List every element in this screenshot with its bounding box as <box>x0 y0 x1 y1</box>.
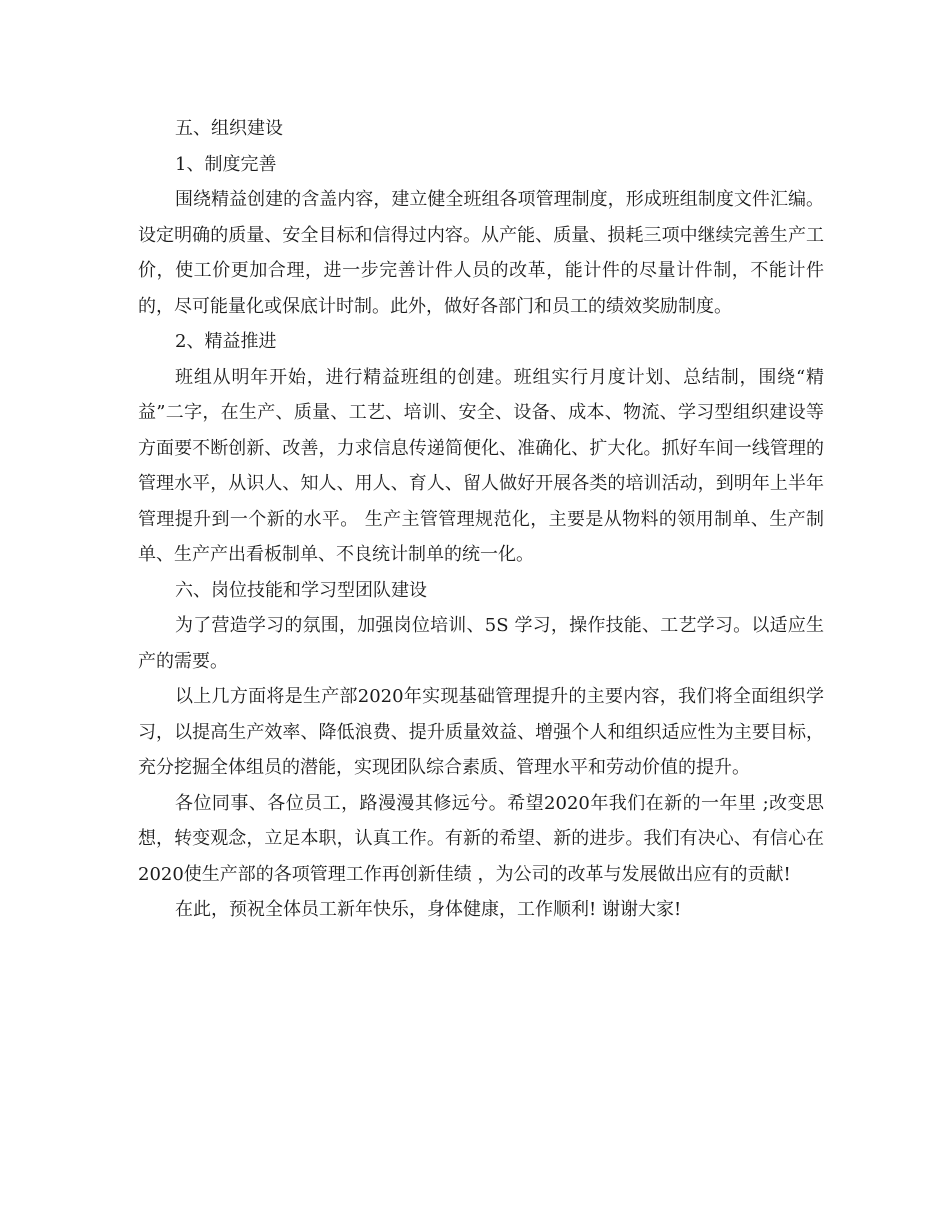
section-heading-skills-learning: 六、岗位技能和学习型团队建设 <box>175 579 427 601</box>
section-heading-organization: 五、组织建设 <box>175 118 283 139</box>
paragraph-lean-promotion: 班组从明年开始，进行精益班组的创建。班组实行月度计划、总结制，围绕“精益”二字，在生产、质量、工艺、培训、安全、设备、成本、物流、学习型组织建设等方面要不断创新、改善，力求信息传递简便化、准确化、扩大化。抓好车间一线管理的管理水平，从识人、知人、用人、育人、留人做好开展各类的培训活动，到明年上半年管理提升到一个新的水平。 生产主管管理规范化，主要是从物料的领用制单、生产制单、生产产出看板制单、不良统计制单的统一化。 <box>138 366 824 565</box>
paragraph-summary-goals: 以上几方面将是生产部2020年实现基础管理提升的主要内容，我们将全面组织学习，以提高生产效率、降低浪费、提升质量效益、增强个人和组织适应性为主要目标，充分挖掘全体组员的潜能，实现团队综合素质、管理水平和劳动价值的提升。 <box>138 686 824 778</box>
paragraph-closing-wishes: 在此，预祝全体员工新年快乐，身体健康，工作顺利! 谢谢大家! <box>175 899 682 920</box>
subheading-system-improvement: 1、制度完善 <box>175 153 277 175</box>
paragraph-call-to-action: 各位同事、各位员工，路漫漫其修远兮。希望2020年我们在新的一年里 ;改变思想，转变观念，立足本职，认真工作。有新的希望、新的进步。我们有决心、有信心在2020使生产部的各项管理工作再创新佳绩 ，为公司的改革与发展做出应有的贡献! <box>138 792 824 885</box>
paragraph-system-improvement: 围绕精益创建的含盖内容，建立健全班组各项管理制度，形成班组制度文件汇编。设定明确的质量、安全目标和信得过内容。从产能、质量、损耗三项中继续完善生产工价，使工价更加合理，进一步完善计件人员的改革，能计件的尽量计件制，不能计件的，尽可能量化或保底计时制。此外，做好各部门和员工的绩效奖励制度。 <box>138 189 824 317</box>
subheading-lean-promotion: 2、精益推进 <box>175 331 277 352</box>
document-body <box>138 111 824 928</box>
paragraph-learning-atmosphere: 为了营造学习的氛围，加强岗位培训、5S 学习，操作技能、工艺学习。以适应生产的需要。 <box>138 615 824 672</box>
